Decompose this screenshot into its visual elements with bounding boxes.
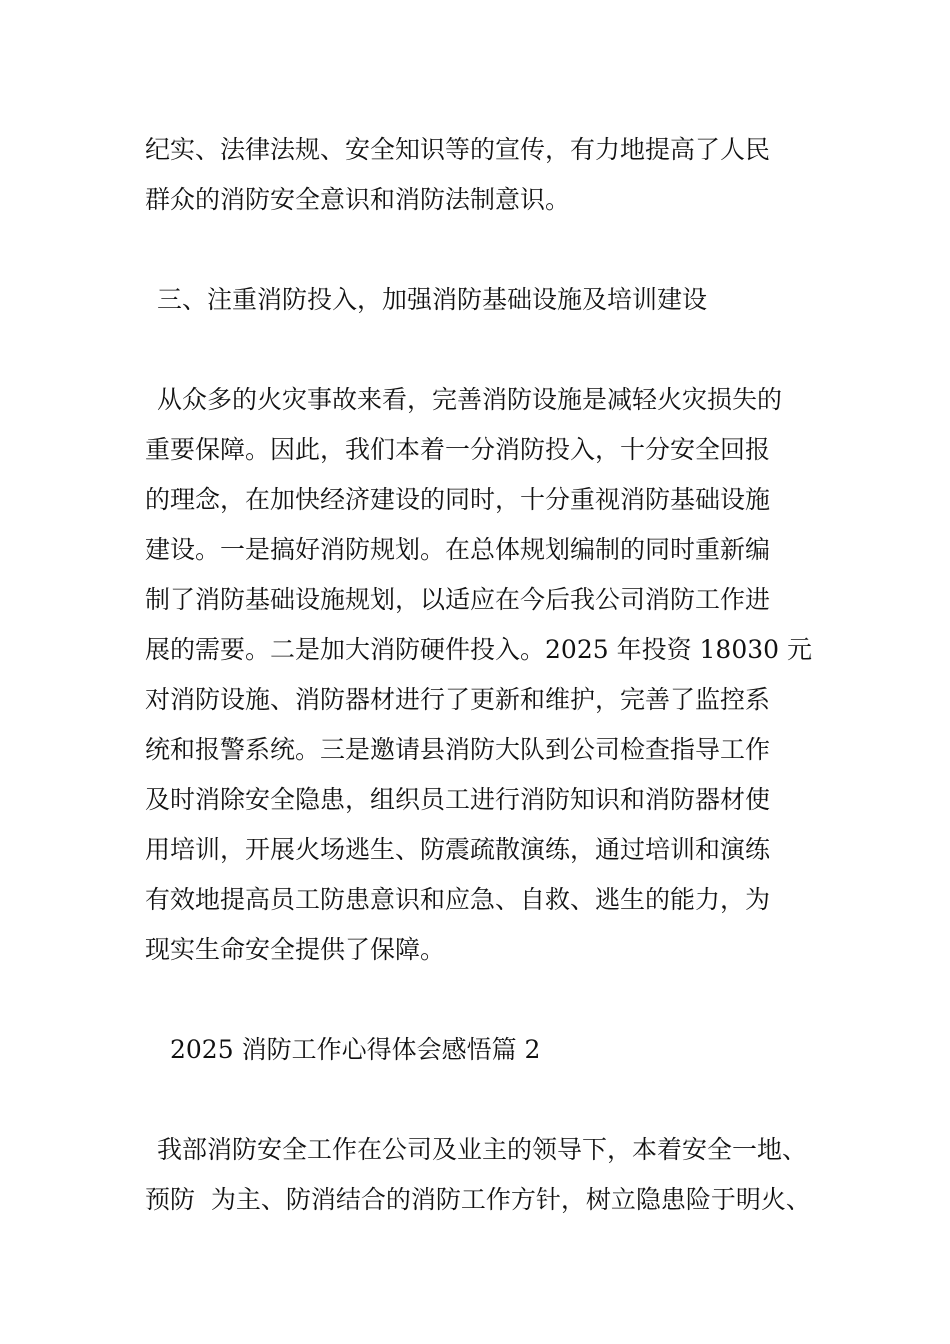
paragraph-1-line-1: 纪实、法律法规、安全知识等的宣传，有力地提高了人民 xyxy=(145,135,771,164)
paragraph-2-line-7: 对消防设施、消防器材进行了更新和维护，完善了监控系 xyxy=(145,685,771,714)
paragraph-2-line-12: 现实生命安全提供了保障。 xyxy=(145,935,446,964)
paragraph-2-line-11: 有效地提高员工防患意识和应急、自救、逃生的能力，为 xyxy=(145,885,771,914)
paragraph-2-line-9: 及时消除安全隐患，组织员工进行消防知识和消防器材使 xyxy=(145,785,771,814)
paragraph-3-line-2: 预防 为主、防消结合的消防工作方针，树立隐患险于明火、 xyxy=(145,1185,811,1214)
paragraph-2-line-1: 从众多的火灾事故来看，完善消防设施是减轻火灾损失的 xyxy=(157,385,783,414)
paragraph-2-line-6: 展的需要。二是加大消防硬件投入。2025 年投资 18030 元 xyxy=(145,635,812,664)
article-heading: 2025 消防工作心得体会感悟篇 2 xyxy=(170,1035,541,1064)
paragraph-2-line-4: 建设。一是搞好消防规划。在总体规划编制的同时重新编 xyxy=(145,535,771,564)
paragraph-2-line-3: 的理念，在加快经济建设的同时，十分重视消防基础设施 xyxy=(145,485,771,514)
paragraph-1-line-2: 群众的消防安全意识和消防法制意识。 xyxy=(145,185,571,214)
paragraph-2-line-5: 制了消防基础设施规划，以适应在今后我公司消防工作进 xyxy=(145,585,771,614)
paragraph-2-line-10: 用培训，开展火场逃生、防震疏散演练，通过培训和演练 xyxy=(145,835,771,864)
paragraph-2-line-8: 统和报警系统。三是邀请县消防大队到公司检查指导工作 xyxy=(145,735,771,764)
paragraph-3-line-1: 我部消防安全工作在公司及业主的领导下，本着安全一地、 xyxy=(157,1135,808,1164)
section-heading-3: 三、注重消防投入，加强消防基础设施及培训建设 xyxy=(157,285,708,314)
paragraph-2-line-2: 重要保障。因此，我们本着一分消防投入，十分安全回报 xyxy=(145,435,771,464)
